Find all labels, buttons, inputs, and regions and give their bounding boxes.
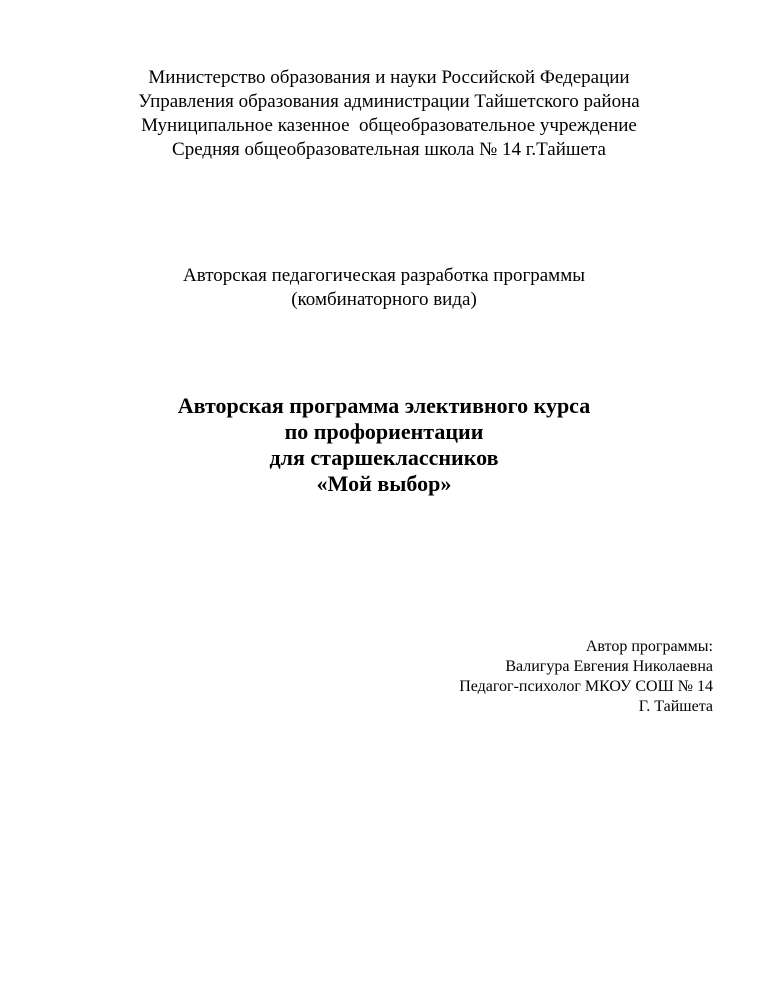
document-subtitle — [0, 264, 768, 312]
school-name-line: Средняя общеобразовательная школа № 14 г.Тайшета — [172, 139, 606, 160]
department-line: Управления образования администрации Тайшетского района — [138, 91, 640, 112]
subtitle-line-2: (комбинаторного вида) — [291, 289, 477, 310]
document-header — [0, 66, 768, 162]
subtitle-line-1: Авторская педагогическая разработка программы — [183, 265, 585, 286]
author-city: Г. Тайшета — [638, 698, 713, 715]
title-line-1: Авторская программа элективного курса — [177, 393, 591, 418]
title-line-4: «Мой выбор» — [316, 471, 452, 496]
author-block — [0, 637, 713, 717]
title-line-2: по профориентации — [284, 419, 484, 444]
title-line-3: для старшеклассников — [269, 445, 499, 470]
document-title — [0, 393, 768, 497]
institution-type-line: Муниципальное казенное общеобразовательное учреждение — [141, 115, 637, 136]
author-label: Автор программы: — [585, 638, 713, 655]
author-position: Педагог-психолог МКОУ СОШ № 14 — [459, 678, 713, 695]
author-name: Валигура Евгения Николаевна — [505, 658, 713, 675]
ministry-line: Министерство образования и науки Российской Федерации — [148, 67, 630, 88]
